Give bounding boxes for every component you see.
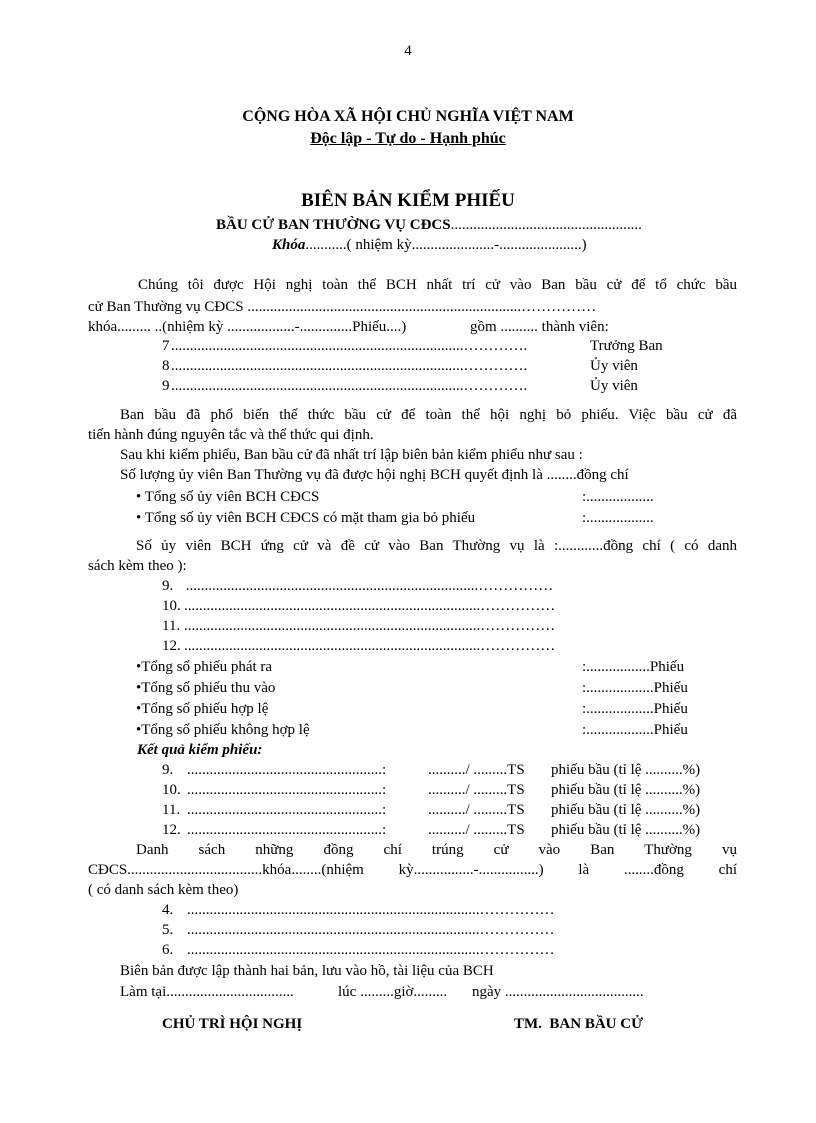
bch-bullet-2-label: Tổng số ủy viên BCH CĐCS có mặt tham gia bỏ phiếu <box>144 510 476 526</box>
result-pct-1: phiếu bầu (tỉ lệ ..........%) <box>551 762 701 778</box>
closing-line-1: Biên bản được lập thành hai bản, lưu vào hồ, tài liệu của BCH <box>120 963 494 979</box>
bch-bullet-1-label: Tổng số ủy viên BCH CĐCS <box>144 489 320 505</box>
ballot-bullet-1 <box>136 658 272 676</box>
candidate-dots-4: ...............................................................................…………… <box>184 638 556 654</box>
ballot-bullet-4 <box>136 721 310 739</box>
bullet-icon: • <box>136 722 142 738</box>
elected-no-1: 4. <box>162 902 174 918</box>
bch-bullet-1-value: :.................. <box>582 489 654 505</box>
subtitle-dots: ................................................... <box>450 217 642 233</box>
elected-intro-line-1: Danh sách những đồng chí trúng cử vào Ban Thường vụ <box>136 842 737 858</box>
ballot-bullet-1-value: :.................Phiếu <box>582 659 685 675</box>
committee-dots-2: ..............................................................................…………. <box>171 358 528 374</box>
result-no-2: 10. <box>162 782 181 798</box>
paragraph-1-line-1: Ban bầu đã phổ biến thể thức bầu cử để toàn thể hội nghị bỏ phiếu. Việc bầu cử đã <box>120 407 737 423</box>
bullet-icon: • <box>136 510 145 526</box>
candidate-dots-2: ...............................................................................…………… <box>184 598 556 614</box>
result-dots-2: ....................................................: <box>187 782 387 798</box>
intro-line-1: Chúng tôi được Hội nghị toàn thể BCH nhất trí cử vào Ban bầu cử để tổ chức bầu <box>138 277 737 293</box>
bch-bullet-2 <box>136 509 475 527</box>
ballot-bullet-3 <box>136 700 268 718</box>
intro-line-2: cử Ban Thường vụ CĐCS .........................................................................…………… <box>88 299 597 315</box>
candidate-dots-1: ..............................................................................…………… <box>182 578 554 594</box>
elected-intro-line-3: ( có danh sách kèm theo) <box>88 882 239 898</box>
paragraph-3: Số lượng ủy viên Ban Thường vụ đã được hội nghị BCH quyết định là ........đồng chí <box>120 467 629 483</box>
result-dots-3: ....................................................: <box>187 802 387 818</box>
committee-role-2: Ủy viên <box>590 358 638 374</box>
committee-dots-3: ..............................................................................…………. <box>171 378 528 394</box>
elected-no-3: 6. <box>162 942 174 958</box>
ballot-bullet-2 <box>136 679 275 697</box>
result-no-3: 11. <box>162 802 181 818</box>
committee-no-2: 8 <box>162 358 170 374</box>
committee-no-1: 7 <box>162 338 170 354</box>
result-no-4: 12. <box>162 822 181 838</box>
bullet-icon: • <box>136 701 142 717</box>
elected-dots-1: ..............................................................................…………… <box>187 902 555 918</box>
paragraph-1-line-2: tiến hành đúng nguyên tắc và thể thức qui định. <box>88 427 374 443</box>
ballot-bullet-3-value: :..................Phiếu <box>582 701 688 717</box>
result-no-1: 9. <box>162 762 174 778</box>
bch-bullet-2-value: :.................. <box>582 510 654 526</box>
intro-line-3b: gồm .......... thành viên: <box>470 319 609 335</box>
result-count-3: ........../ .........TS <box>428 802 525 818</box>
ballot-bullet-4-value: :..................Phiếu <box>582 722 688 738</box>
candidates-intro-line-1: Số ủy viên BCH ứng cử và đề cử vào Ban Thường vụ là :............đồng chí ( có danh <box>136 538 737 554</box>
subtitle-label: BẦU CỬ BAN THƯỜNG VỤ CĐCS <box>216 217 451 233</box>
ballot-bullet-2-value: :..................Phiếu <box>582 680 688 696</box>
term-line <box>272 236 587 254</box>
bullet-icon: • <box>136 659 142 675</box>
candidate-no-1: 9. <box>162 578 174 594</box>
signature-election-board: TM. BAN BẦU CỬ <box>514 1016 644 1032</box>
ballot-bullet-3-label: Tổng số phiếu hợp lệ <box>141 701 269 717</box>
term-rest: ...........( nhiệm kỳ......................-......................) <box>305 237 587 253</box>
candidate-no-4: 12. <box>162 638 181 654</box>
closing-location: Làm tại.................................. <box>120 984 294 1000</box>
page-number: 4 <box>404 43 412 59</box>
term-label: Khóa <box>272 237 306 253</box>
committee-role-1: Trưởng Ban <box>590 338 663 354</box>
result-pct-3: phiếu bầu (tỉ lệ ..........%) <box>551 802 701 818</box>
bullet-icon: • <box>136 680 142 696</box>
subtitle <box>216 216 642 234</box>
candidate-dots-3: ...............................................................................…………… <box>184 618 556 634</box>
result-dots-4: ....................................................: <box>187 822 387 838</box>
elected-intro-line-2: CĐCS....................................khóa........(nhiệm kỳ................-................) là ........đồng chí <box>88 862 737 878</box>
closing-date: ngày ..................................... <box>472 984 644 1000</box>
ballot-bullet-4-label: Tổng số phiếu không hợp lệ <box>141 722 310 738</box>
motto: Độc lập - Tự do - Hạnh phúc <box>310 130 506 147</box>
result-dots-1: ....................................................: <box>187 762 387 778</box>
country-name: CỘNG HÒA XÃ HỘI CHỦ NGHĨA VIỆT NAM <box>242 108 574 125</box>
elected-dots-2: ..............................................................................…………… <box>187 922 555 938</box>
result-count-1: ........../ .........TS <box>428 762 525 778</box>
bullet-icon: • <box>136 489 145 505</box>
results-heading: Kết quả kiểm phiếu: <box>137 742 263 758</box>
result-count-2: ........../ .........TS <box>428 782 525 798</box>
candidates-intro-line-2: sách kèm theo ): <box>88 558 187 574</box>
result-pct-2: phiếu bầu (tỉ lệ ..........%) <box>551 782 701 798</box>
paragraph-2: Sau khi kiểm phiếu, Ban bầu cử đã nhất trí lập biên bản kiểm phiếu như sau : <box>120 447 583 463</box>
result-pct-4: phiếu bầu (tỉ lệ ..........%) <box>551 822 701 838</box>
candidate-no-3: 11. <box>162 618 181 634</box>
elected-no-2: 5. <box>162 922 174 938</box>
ballot-bullet-2-label: Tổng số phiếu thu vào <box>141 680 276 696</box>
closing-time: lúc .........giờ......... <box>338 984 448 1000</box>
elected-dots-3: ..............................................................................…………… <box>187 942 555 958</box>
intro-line-3a: khóa......... ..(nhiệm kỳ ..................-..............Phiếu....) <box>88 319 407 335</box>
signature-chair: CHỦ TRÌ HỘI NGHỊ <box>162 1016 303 1032</box>
committee-no-3: 9 <box>162 378 170 394</box>
committee-dots-1: ..............................................................................…………. <box>171 338 528 354</box>
committee-role-3: Ủy viên <box>590 378 638 394</box>
document-title: BIÊN BẢN KIỂM PHIẾU <box>301 190 515 211</box>
result-count-4: ........../ .........TS <box>428 822 525 838</box>
candidate-no-2: 10. <box>162 598 181 614</box>
bch-bullet-1 <box>136 488 319 506</box>
ballot-bullet-1-label: Tổng số phiếu phát ra <box>141 659 273 675</box>
